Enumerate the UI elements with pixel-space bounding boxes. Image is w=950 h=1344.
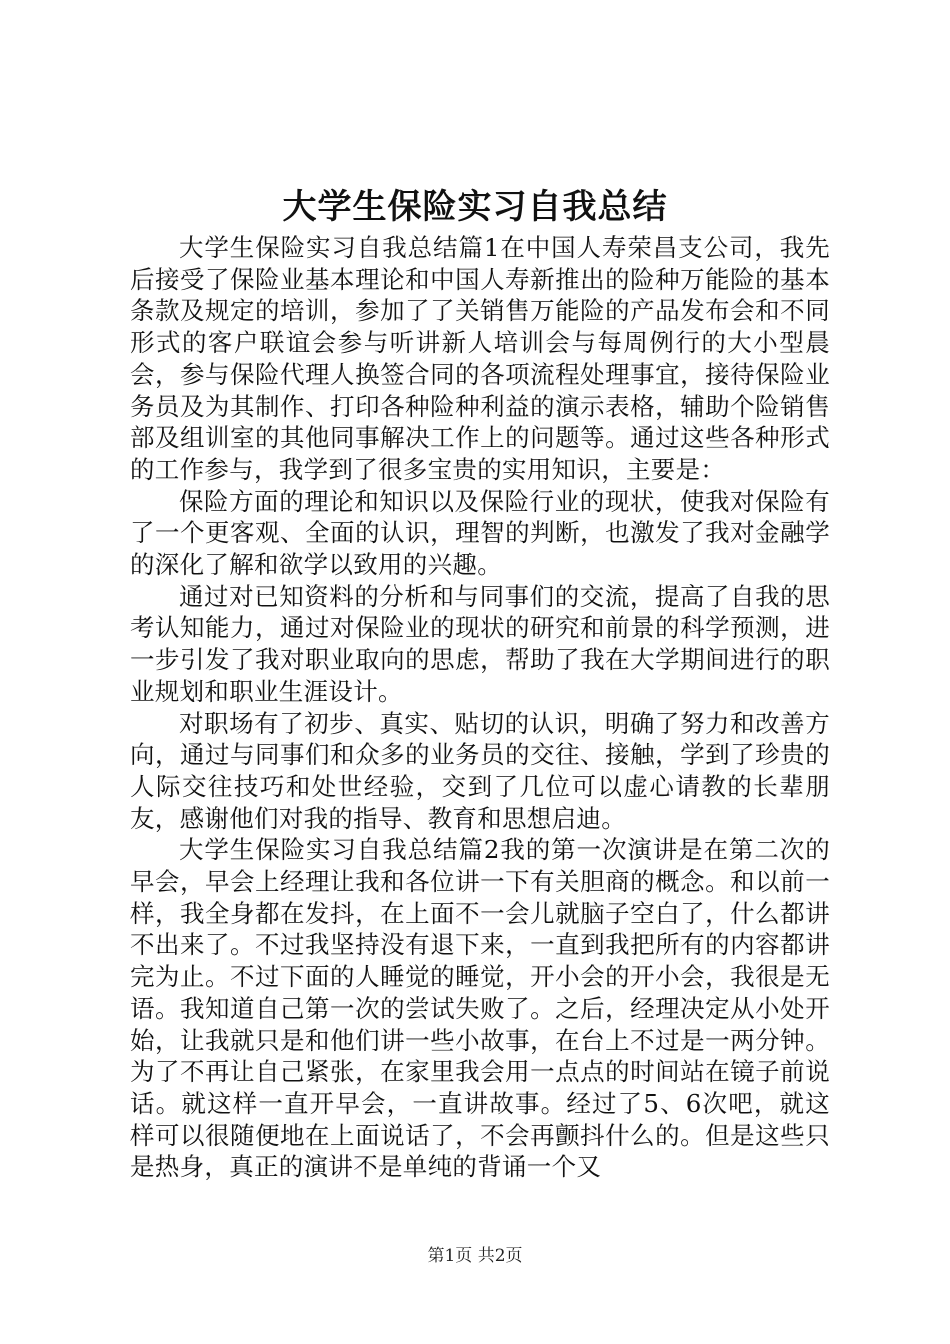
paragraph-3: 通过对已知资料的分析和与同事们的交流，提高了自我的思考认知能力，通过对保险业的现状的研究和前景的科学预测，进一步引发了我对职业取向的思虑，帮助了我在大学期间进行的职业规划和职业生涯设计。 [130, 581, 830, 706]
document-body [130, 232, 830, 1183]
paragraph-1: 大学生保险实习自我总结篇1在中国人寿荣昌支公司，我先后接受了保险业基本理论和中国人寿新推出的险种万能险的基本条款及规定的培训，参加了了关销售万能险的产品发布会和不同形式的客户联谊会参与听讲新人培训会与每周例行的大小型晨会，参与保险代理人换签合同的各项流程处理事宜，接待保险业务员及为其制作、打印各种险种利益的演示表格，辅助个险销售部及组训室的其他同事解决工作上的问题等。通过这些各种形式的工作参与，我学到了很多宝贵的实用知识，主要是： [130, 233, 830, 484]
page-number-footer: 第1页 共2页 [427, 1246, 523, 1266]
document-title: 大学生保险实习自我总结 [282, 187, 668, 227]
paragraph-4: 对职场有了初步、真实、贴切的认识，明确了努力和改善方向，通过与同事们和众多的业务员的交往、接触，学到了珍贵的人际交往技巧和处世经验，交到了几位可以虚心请教的长辈朋友，感谢他们对我的指导、教育和思想启迪。 [130, 708, 830, 833]
paragraph-5: 大学生保险实习自我总结篇2我的第一次演讲是在第二次的早会，早会上经理让我和各位讲一下有关胆商的概念。和以前一样，我全身都在发抖，在上面不一会儿就脑子空白了，什么都讲不出来了。不过我坚持没有退下来，一直到我把所有的内容都讲完为止。不过下面的人睡觉的睡觉，开小会的开小会，我很是无语。我知道自己第一次的尝试失败了。之后，经理决定从小处开始，让我就只是和他们讲一些小故事，在台上不过是一两分钟。为了不再让自己紧张，在家里我会用一点点的时间站在镜子前说话。就这样一直开早会，一直讲故事。经过了5、6次吧，就这样可以很随便地在上面说话了，不会再颤抖什么的。但是这些只是热身，真正的演讲不是单纯的背诵一个又 [130, 835, 830, 1182]
paragraph-2: 保险方面的理论和知识以及保险行业的现状，使我对保险有了一个更客观、全面的认识，理智的判断，也激发了我对金融学的深化了解和欲学以致用的兴趣。 [130, 486, 830, 580]
